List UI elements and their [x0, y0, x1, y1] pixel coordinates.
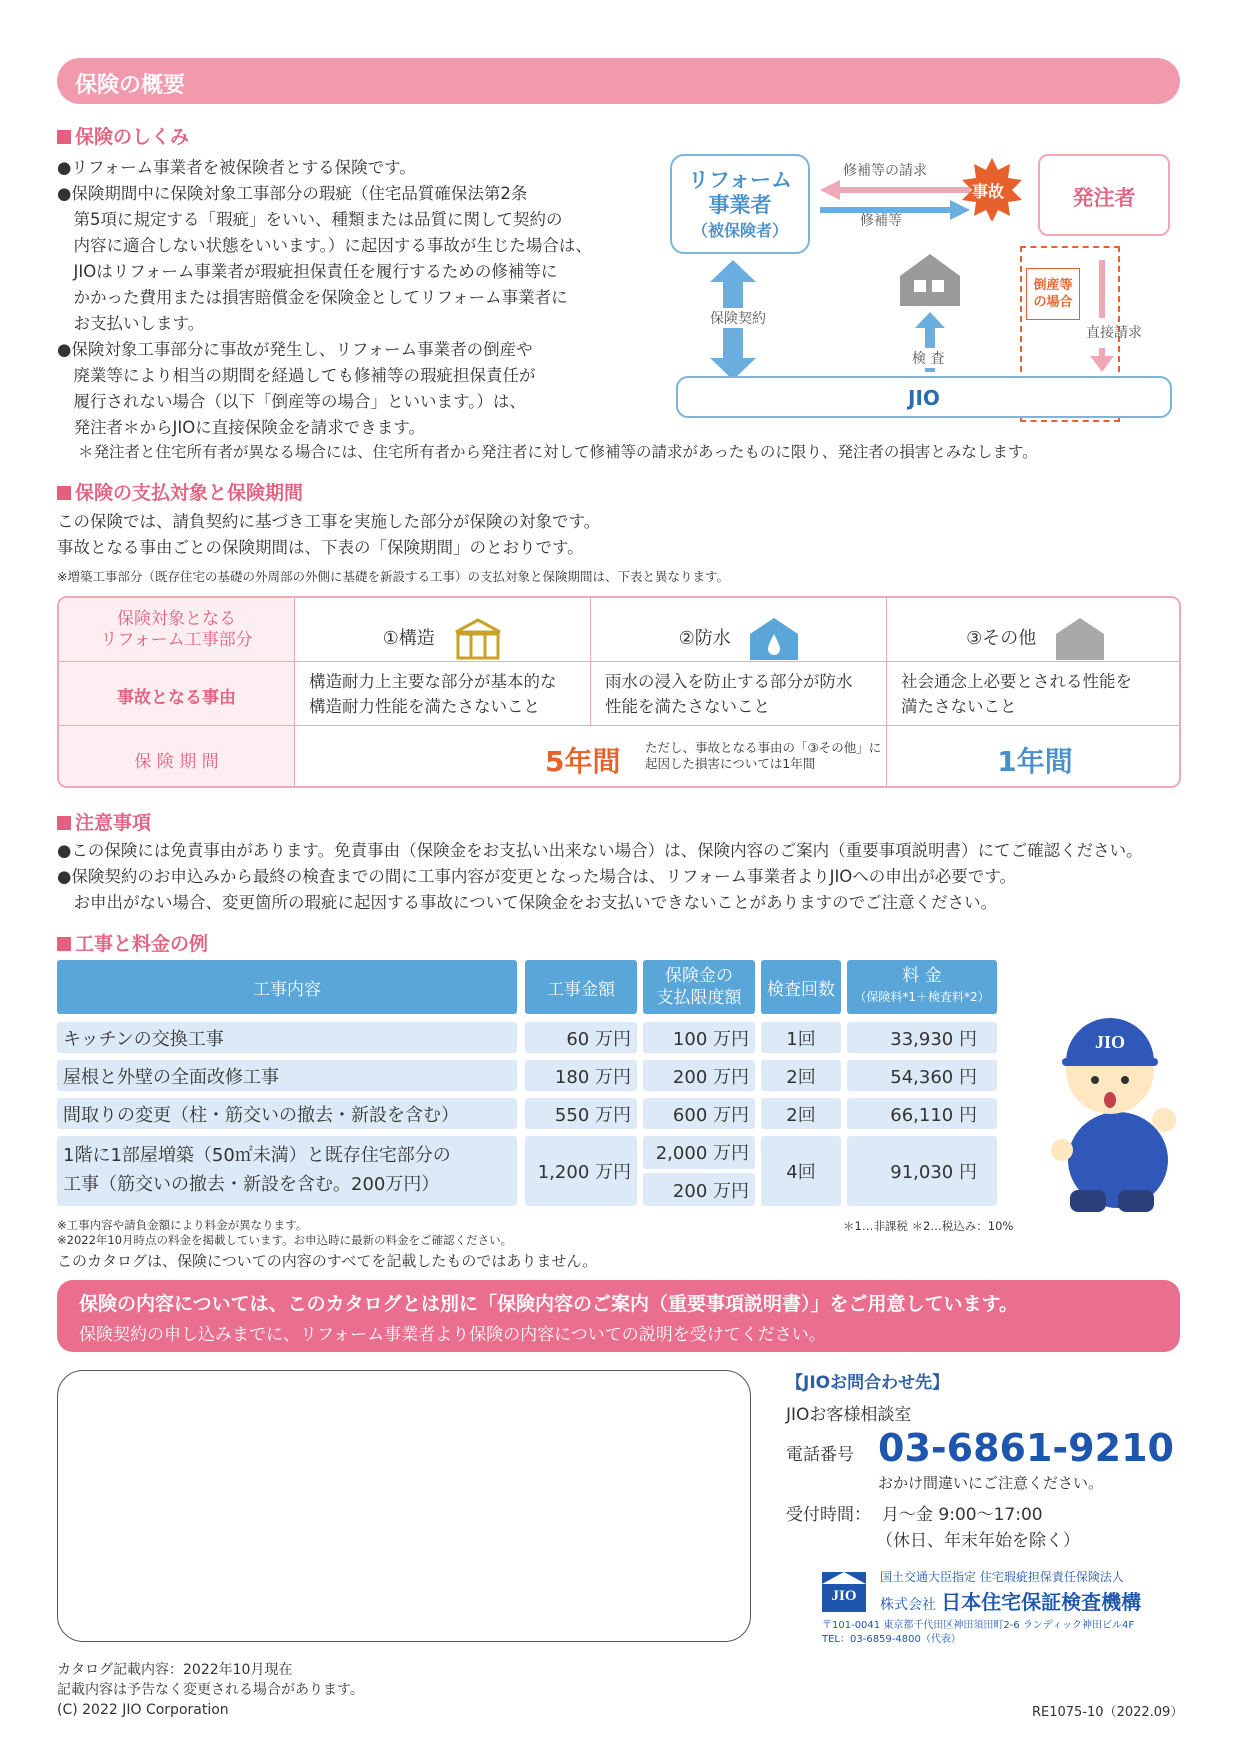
direct-claim-label: 直接請求 — [1086, 325, 1142, 341]
phone-number[interactable]: 03-6861-9210 — [878, 1426, 1174, 1470]
row1-fee: 33,930 円 — [847, 1022, 997, 1053]
row2-count: 2回 — [761, 1060, 841, 1091]
accident-label: 事故 — [972, 182, 1005, 201]
orderer-box: 発注者 — [1038, 154, 1170, 236]
row4-count: 4回 — [761, 1136, 841, 1206]
mascot-helmet-text: JIO — [1094, 1032, 1126, 1052]
row1-amount: 60 万円 — [525, 1022, 637, 1053]
row3-limit: 600 万円 — [643, 1098, 755, 1129]
mascot-illustration — [1040, 1000, 1180, 1215]
row2-fee: 54,360 円 — [847, 1060, 997, 1091]
notice-line2: 保険契約の申し込みまでに、リフォーム事業者より保険の内容についての説明を受けてください。 — [79, 1325, 826, 1345]
mechanism-line: 内容に適合しない状態をいいます。）に起因する事故が生じた場合は、 — [57, 236, 592, 255]
fees-notes: ※工事内容や請負金額により料金が異なります。 ※2022年10月時点の料金を掲載しています。お申込時に最新の料金をご確認ください。 — [57, 1218, 513, 1247]
cause-other: 社会通念上必要とされる性能を 満たさないこと — [887, 662, 1181, 726]
org-address: 〒101-0041 東京都千代田区神田須田町2-6 ランディック神田ビル4F — [822, 1620, 1135, 1631]
reform-contractor-box: リフォーム 事業者 （被保険者） — [670, 154, 810, 254]
caution-line: ●保険契約のお申込みから最終の検査までの間に工事内容が変更となった場合は、リフォーム事業者よりJIOへの申出が必要です。 — [57, 867, 1016, 886]
col-structure: ①構造 — [295, 598, 591, 662]
caution-line: お申出がない場合、変更箇所の瑕疵に起因する事故について保険金をお支払いできないことがありますのでご注意ください。 — [57, 893, 998, 912]
header-work: 工事内容 — [57, 960, 517, 1014]
contract-label: 保険契約 — [710, 308, 766, 328]
cause-waterproof: 雨水の浸入を防止する部分が防水 性能を満たさないこと — [591, 662, 887, 726]
mechanism-footnote: ＊発注者と住宅所有者が異なる場合には、住宅所有者から発注者に対して修補等の請求があったものに限り、発注者の損害とみなします。 — [78, 443, 1038, 461]
row2-limit: 200 万円 — [643, 1060, 755, 1091]
contact-office: JIOお客様相談室 — [786, 1405, 912, 1425]
agent-stamp-area — [57, 1370, 751, 1642]
fees-table — [57, 960, 1037, 1220]
col-waterproof: ②防水 — [591, 598, 887, 662]
waterproof-icon — [750, 618, 798, 660]
row3-fee: 66,110 円 — [847, 1098, 997, 1129]
mechanism-line: JIOはリフォーム事業者が瑕疵担保責任を履行するための修補等に — [57, 262, 558, 281]
house-icon — [900, 254, 960, 306]
mechanism-heading: 保険のしくみ — [57, 122, 189, 149]
notice-bar — [57, 1280, 1180, 1352]
header-count: 検査回数 — [761, 960, 841, 1014]
hours-label: 受付時間： — [786, 1505, 871, 1525]
jio-logo-text: JIO — [831, 1588, 857, 1604]
mechanism-line: 第5項に規定する「瑕疵」をいい、種類または品質に関して契約の — [57, 210, 563, 229]
overview-title-bar — [57, 58, 1180, 104]
mechanism-line: ●保険対象工事部分に事故が発生し、リフォーム事業者の倒産や — [57, 340, 533, 359]
catalog-note: このカタログは、保険についての内容のすべてを記載したものではありません。 — [57, 1252, 598, 1270]
header-fee: 料 金 （保険料*1＋検査料*2） — [847, 960, 997, 1014]
mechanism-line: かかった費用または損害賠償金を保険金としてリフォーム事業者に — [57, 288, 568, 307]
row2-work: 屋根と外壁の全面改修工事 — [57, 1060, 517, 1091]
jio-logo — [822, 1572, 866, 1612]
contact-heading: 【JIOお問合わせ先】 — [786, 1373, 950, 1393]
footer-info: カタログ記載内容：2022年10月現在 記載内容は予告なく変更される場合があります。 (C) 2022 JIO Corporation — [57, 1662, 364, 1718]
coverage-note: ※増築工事部分（既存住宅の基礎の外周部の外側に基礎を新設する工事）の支払対象と保険期間は、下表と異なります。 — [57, 569, 729, 584]
header-limit: 保険金の 支払限度額 — [643, 960, 755, 1014]
request-label: 修補等の請求 — [843, 163, 927, 179]
row4-limit-a: 2,000 万円 — [643, 1136, 755, 1169]
mechanism-text — [57, 155, 592, 441]
caution-text — [57, 838, 1143, 916]
org-name-line: 株式会社 日本住宅保証検査機構 — [880, 1590, 1142, 1614]
caution-heading: 注意事項 — [57, 808, 151, 835]
header-amount: 工事金額 — [525, 960, 637, 1014]
coverage-table — [57, 596, 1181, 788]
row-label-cause: 事故となる事由 — [59, 662, 295, 726]
mechanism-line: 発注者＊からJIOに直接保険金を請求できます。 — [57, 418, 425, 437]
row-label-part: 保険対象となる リフォーム工事部分 — [59, 598, 295, 662]
row2-amount: 180 万円 — [525, 1060, 637, 1091]
row1-work: キッチンの交換工事 — [57, 1022, 517, 1053]
mechanism-line: ●保険期間中に保険対象工事部分の瑕疵（住宅品質確保法第2条 — [57, 184, 528, 203]
row3-amount: 550 万円 — [525, 1098, 637, 1129]
tax-note: ＊1…非課税 ＊2…税込み：10% — [843, 1219, 1014, 1233]
hours-note: （休日、年末年始を除く） — [876, 1531, 1080, 1551]
row-label-period: 保 険 期 間 — [59, 726, 295, 788]
mechanism-line: ●リフォーム事業者を被保険者とする保険です。 — [57, 158, 416, 177]
col-other: ③その他 — [887, 598, 1181, 662]
jio-box: JIO — [676, 376, 1172, 418]
mechanism-line: 履行されない場合（以下「倒産等の場合」といいます。）は、 — [57, 392, 526, 411]
org-designation: 国土交通大臣指定 住宅瑕疵担保責任保険法人 — [880, 1570, 1124, 1584]
caution-line: ●この保険には免責事由があります。免責事由（保険金をお支払い出来ない場合）は、保険内容のご案内（重要事項説明書）にてご確認ください。 — [57, 841, 1143, 860]
row4-limit-b: 200 万円 — [643, 1173, 755, 1206]
row3-count: 2回 — [761, 1098, 841, 1129]
row1-count: 1回 — [761, 1022, 841, 1053]
org-tel: TEL：03-6859-4800（代表） — [822, 1634, 961, 1645]
insurance-diagram — [660, 150, 1180, 420]
repair-label: 修補等 — [860, 213, 902, 229]
phone-label: 電話番号 — [786, 1445, 854, 1465]
other-house-icon — [1056, 618, 1104, 660]
phone-note: おかけ間違いにご注意ください。 — [878, 1474, 1104, 1492]
coverage-intro: この保険では、請負契約に基づき工事を実施した部分が保険の対象です。 事故となる事由ごとの保険期間は、下表の「保険期間」のとおりです。 — [57, 512, 601, 557]
period-1year: 1年間 — [997, 745, 1073, 778]
inspection-label: 検 査 — [912, 348, 944, 368]
notice-line1: 保険の内容については、このカタログとは別に「保険内容のご案内（重要事項説明書）」をご用意しています。 — [79, 1293, 1018, 1315]
row3-work: 間取りの変更（柱・筋交いの撤去・新設を含む） — [57, 1098, 517, 1129]
row4-amount: 1,200 万円 — [525, 1136, 637, 1206]
direct-claim-arrow — [1090, 260, 1114, 372]
catalog-code: RE1075-10（2022.09） — [1032, 1705, 1184, 1720]
mechanism-line: 廃業等により相当の期間を経過しても修補等の瑕疵担保責任が — [57, 366, 536, 385]
coverage-heading: 保険の支払対象と保険期間 — [57, 478, 303, 505]
cause-structure: 構造耐力上主要な部分が基本的な 構造耐力性能を満たさないこと — [295, 662, 591, 726]
row4-work: 1階に1部屋増築（50㎡未満）と既存住宅部分の 工事（筋交いの撤去・新設を含む。200万円） — [57, 1136, 517, 1206]
fees-heading: 工事と料金の例 — [57, 929, 208, 956]
structure-icon — [454, 618, 502, 660]
row1-limit: 100 万円 — [643, 1022, 755, 1053]
period-5years: 5年間 ただし、事故となる事由の「③その他」に 起因した損害については1年間 — [295, 726, 887, 788]
bankrupt-case-label: 倒産等 の場合 — [1026, 268, 1080, 320]
row4-fee: 91,030 円 — [847, 1136, 997, 1206]
overview-title: 保険の概要 — [75, 73, 186, 98]
mechanism-line: お支払いします。 — [57, 314, 205, 333]
hours-value: 月〜金 9:00〜17:00 — [882, 1505, 1043, 1525]
